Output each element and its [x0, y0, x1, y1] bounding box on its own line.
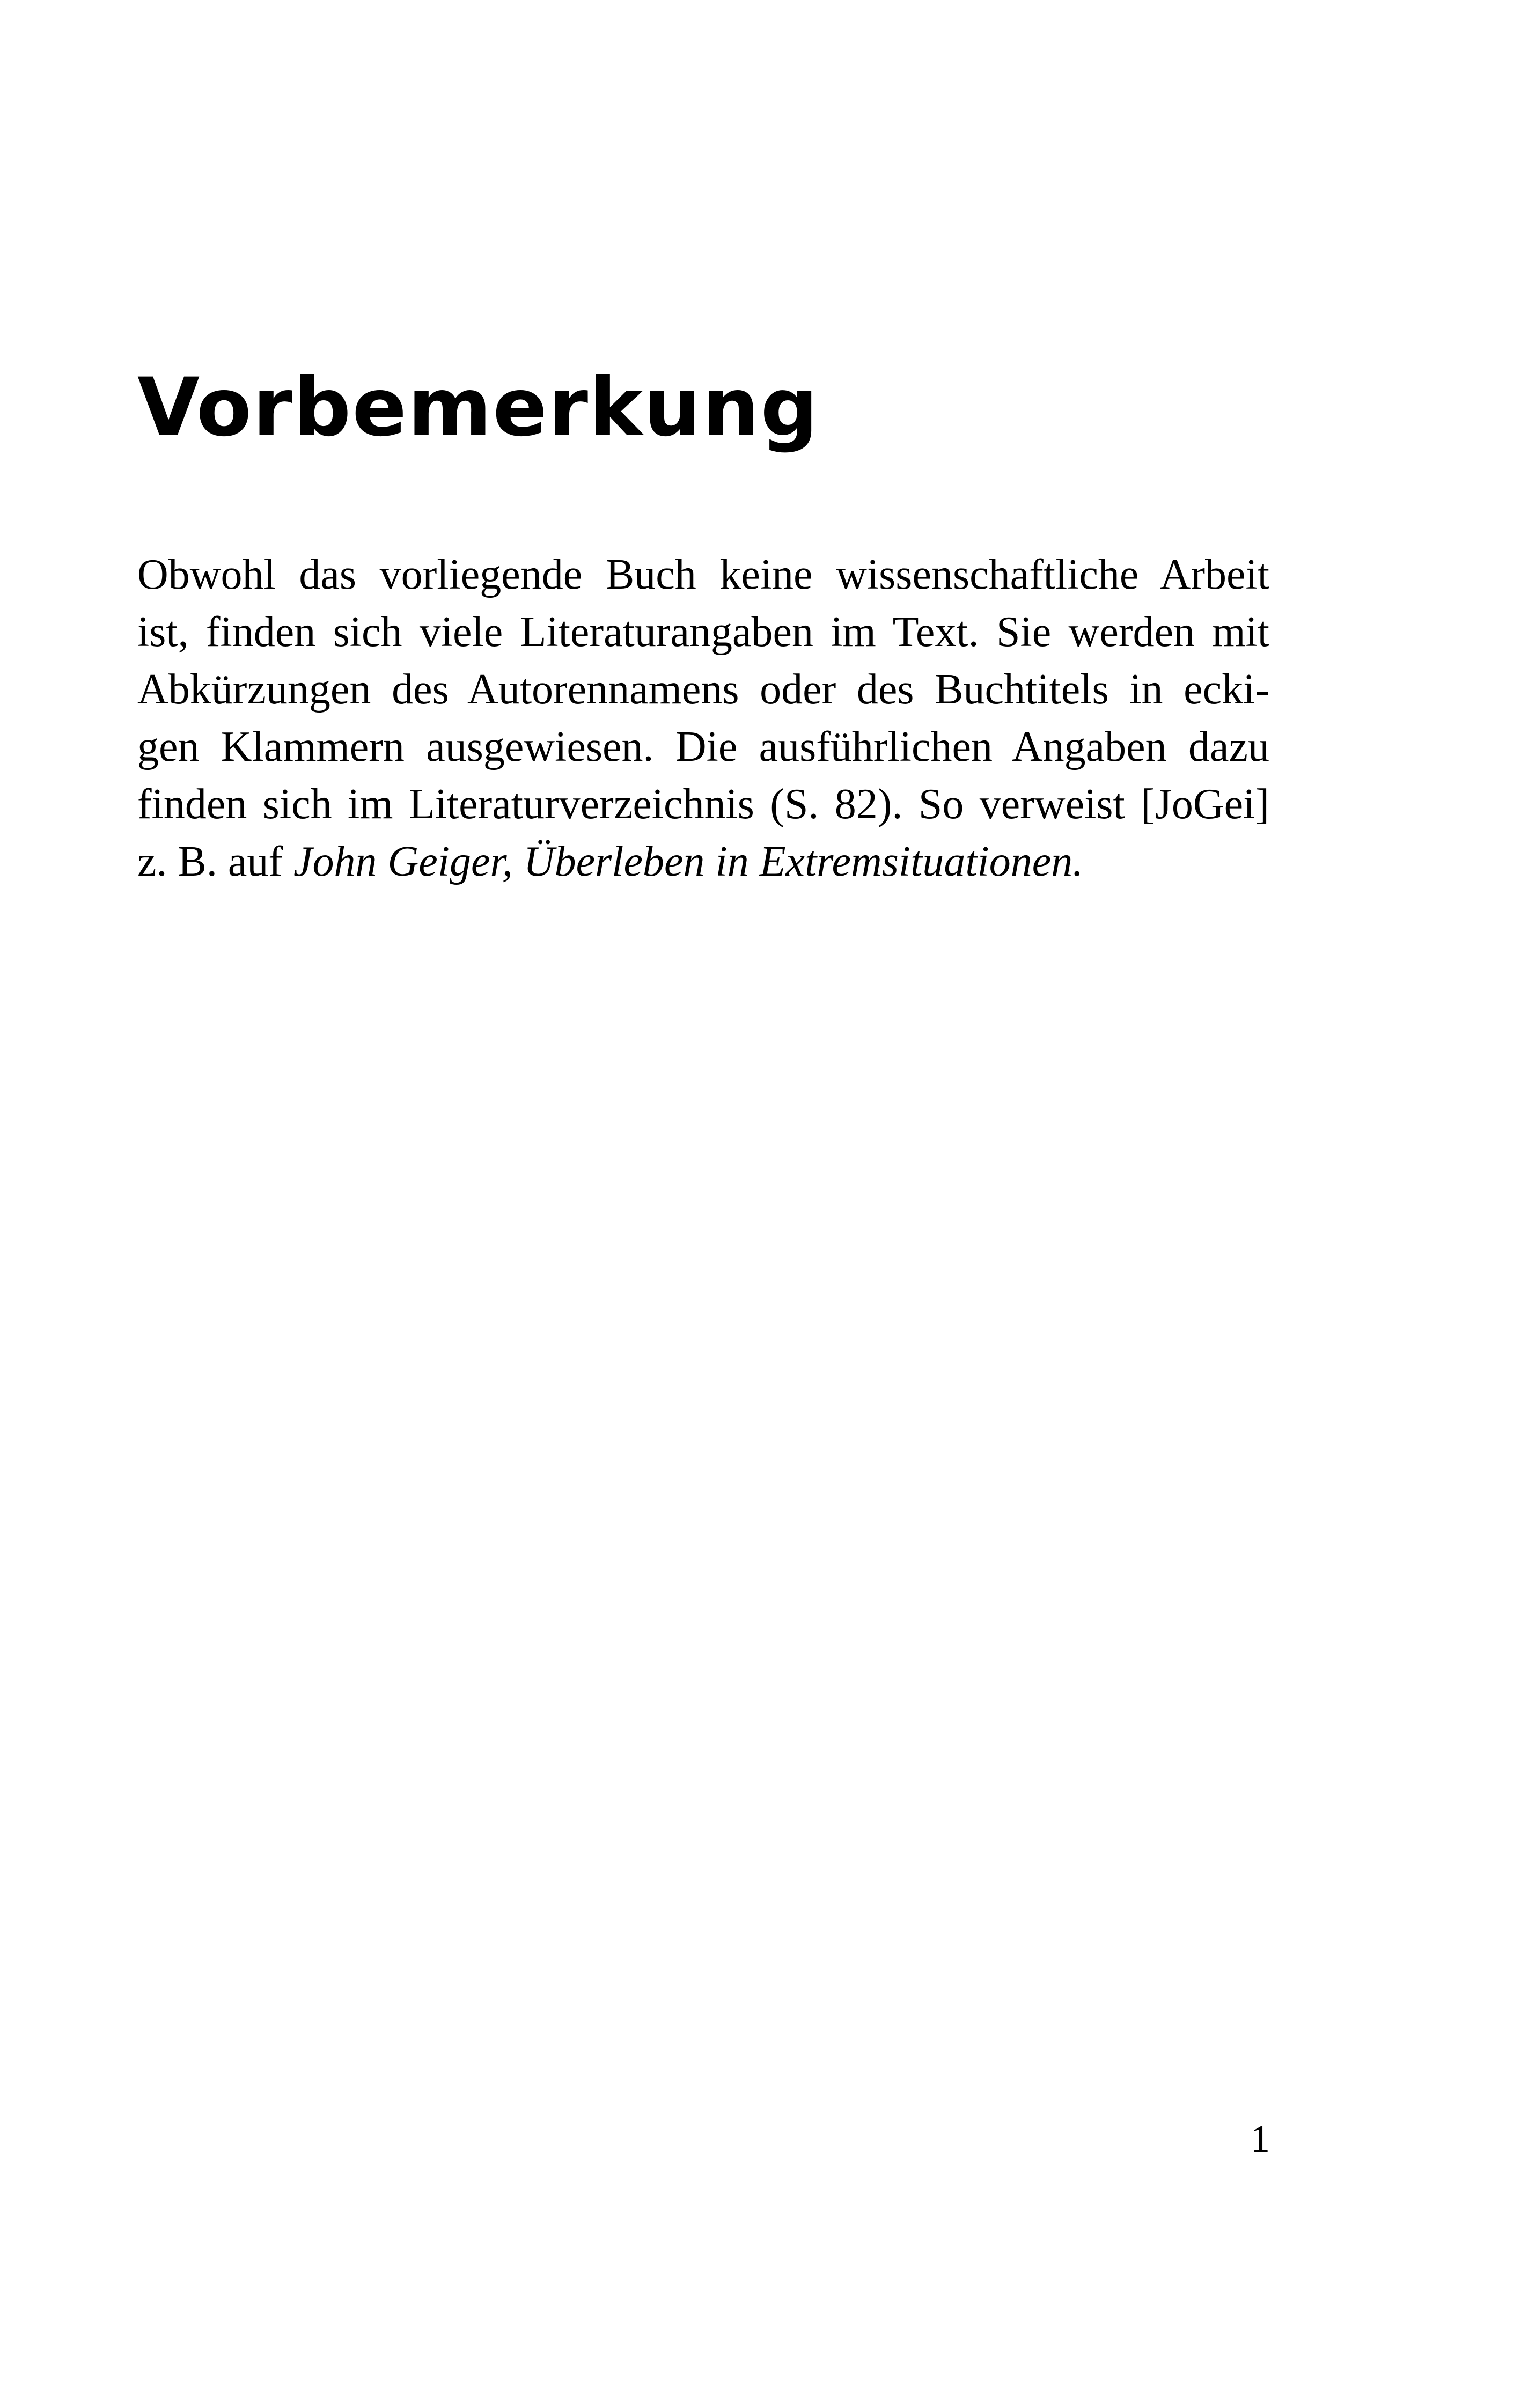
paragraph-line: ist, finden sich viele Literaturangaben im Text. Sie werden mit	[137, 608, 1269, 656]
paragraph-line-prefix: z. B. auf	[137, 838, 294, 885]
page-number: 1	[1251, 2117, 1270, 2160]
paragraph-line: gen Klammern ausgewiesen. Die ausführlichen Angaben dazu	[137, 723, 1269, 770]
page-title: Vorbemerkung	[137, 361, 819, 454]
paragraph-line: finden sich im Literaturverzeichnis (S. 82). So verweist [JoGei]	[137, 781, 1269, 828]
paragraph-last-line	[137, 833, 1269, 891]
paragraph-line: Abkürzungen des Autorennamens oder des Buchtitels in ecki-	[137, 666, 1269, 713]
paragraph-line: Obwohl das vorliegende Buch keine wissenschaftliche Arbeit	[137, 551, 1269, 598]
book-title-reference: John Geiger, Überleben in Extremsituationen.	[293, 838, 1084, 885]
body-paragraph	[137, 546, 1269, 891]
